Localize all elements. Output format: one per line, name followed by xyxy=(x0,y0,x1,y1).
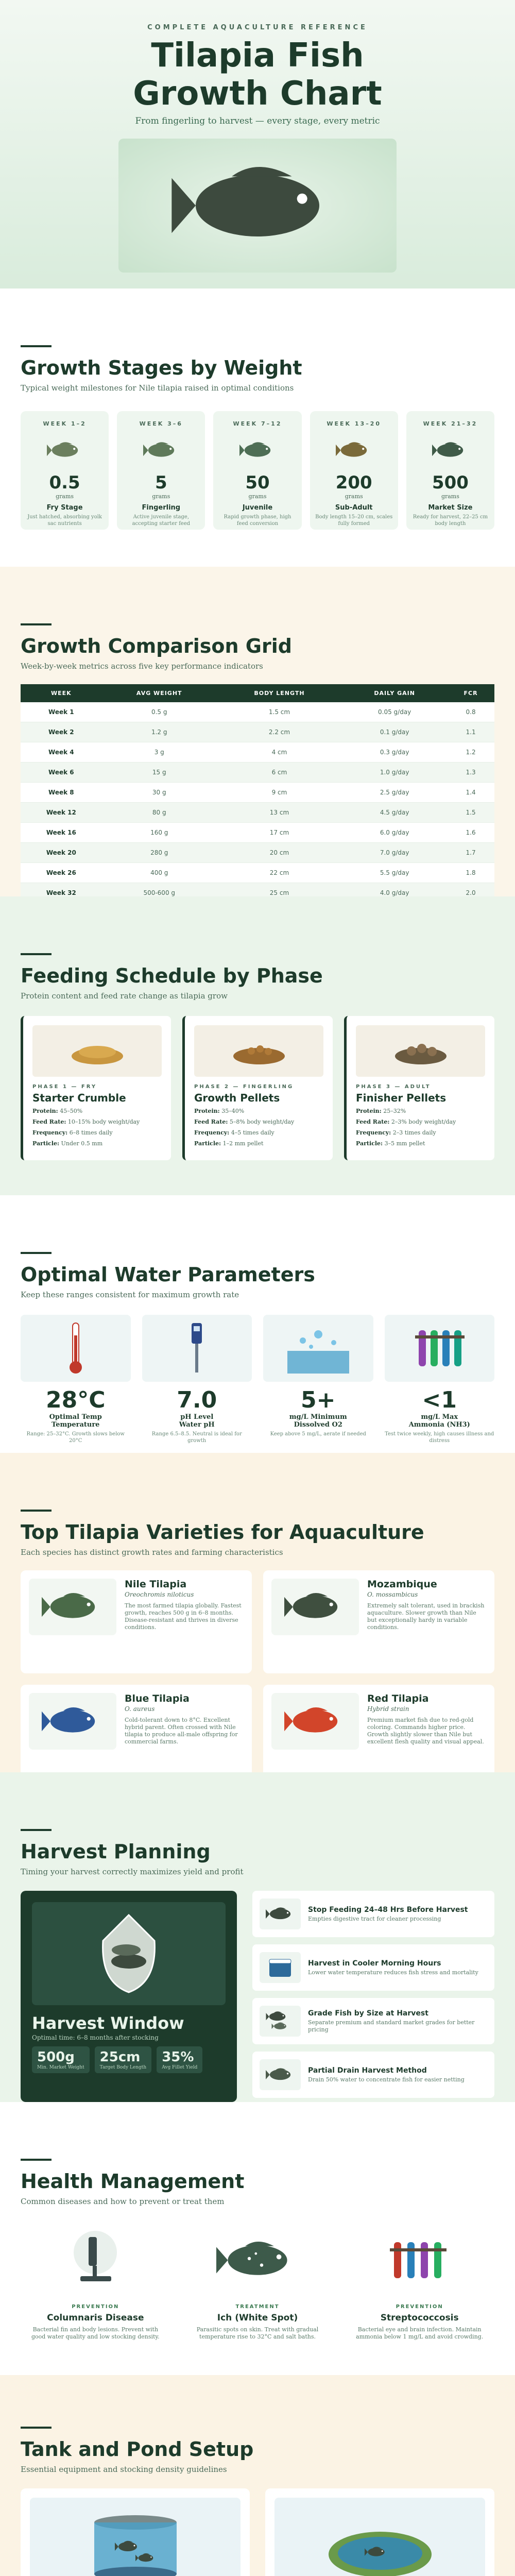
phase-frequency: Frequency: 2–3 times daily xyxy=(356,1129,436,1136)
title-line-2: Growth Chart xyxy=(133,75,382,113)
cell: 20 cm xyxy=(217,843,342,863)
water-param-card xyxy=(385,1315,495,1444)
param-label: pH Level xyxy=(180,1413,214,1421)
cell: 1.4 xyxy=(447,783,494,803)
stage-unit: grams xyxy=(152,493,170,500)
param-note: Range: 25–32°C. Growth slows below 20°C xyxy=(26,1431,125,1444)
param-note: Keep above 5 mg/L, aerate if needed xyxy=(270,1431,366,1437)
cell: 160 g xyxy=(102,823,217,843)
stage-value: 50 xyxy=(245,472,270,493)
table-header-row xyxy=(21,684,494,702)
cell: 1.0 g/day xyxy=(342,762,447,783)
variety-card xyxy=(21,1570,252,1673)
section-subtitle: Protein content and feed rate change as tilapia grow xyxy=(21,991,228,1001)
variety-name: Blue Tilapia xyxy=(125,1693,190,1704)
test-tubes-icon xyxy=(385,1315,495,1382)
cell: 0.05 g/day xyxy=(342,702,447,722)
varieties-section xyxy=(0,1453,515,1772)
table-row xyxy=(21,742,494,762)
test-tube-rack-icon xyxy=(345,2222,494,2299)
hero-eyebrow: COMPLETE AQUACULTURE REFERENCE xyxy=(147,24,368,31)
page-title xyxy=(0,37,515,113)
fingerling-fish-icon xyxy=(122,432,200,468)
stage-desc: Body length 15–20 cm, scales fully formed xyxy=(315,514,393,527)
section-divider xyxy=(21,2427,52,2429)
param-value: 28°C xyxy=(45,1387,106,1413)
section-subtitle: Timing your harvest correctly maximizes yield and profit xyxy=(21,1867,244,1876)
variety-desc: Cold-tolerant down to 8°C. Excellent hybrid parent. Often crossed with Nile tilapia to produce all-male offspring for commercial farms. xyxy=(125,1717,238,1745)
harvest-section xyxy=(0,1772,515,2102)
stage-desc: Rapid growth phase, high feed conversion xyxy=(224,514,291,527)
param-label: mg/L Minimum xyxy=(289,1413,347,1421)
param-value: <1 xyxy=(422,1387,457,1413)
phase-name: Starter Crumble xyxy=(32,1092,126,1104)
cell: 80 g xyxy=(102,803,217,823)
stage-weeks: WEEK 7–12 xyxy=(233,420,282,427)
sub-adult-fish-icon xyxy=(315,432,393,468)
stage-weeks: WEEK 1–2 xyxy=(43,420,87,427)
section-title: Harvest Planning xyxy=(21,1840,211,1863)
phase-rate: Feed Rate: 5–8% body weight/day xyxy=(194,1118,295,1125)
harvest-tip xyxy=(252,1998,494,2044)
stage-weeks: WEEK 21–32 xyxy=(423,420,478,427)
stage-weeks: WEEK 13–20 xyxy=(327,420,382,427)
culture-card xyxy=(265,2488,494,2576)
culture-list xyxy=(21,2488,494,2576)
section-subtitle: Essential equipment and stocking density guidelines xyxy=(21,2465,227,2474)
phase-label: PHASE 2 — FINGERLING xyxy=(194,1084,294,1090)
cell: 400 g xyxy=(102,863,217,883)
cell: 6.0 g/day xyxy=(342,823,447,843)
stage-unit: grams xyxy=(56,493,74,500)
cell: Week 32 xyxy=(21,883,102,897)
stage-card xyxy=(21,411,109,530)
red-tilapia-icon xyxy=(271,1693,359,1750)
disease-desc: Parasitic spots on skin. Treat with gradual temperature rise to 32°C and salt baths. xyxy=(196,2326,319,2340)
cell: 1.2 xyxy=(447,742,494,762)
harvest-tips xyxy=(252,1891,494,2102)
fish-tank-icon xyxy=(30,2498,241,2576)
cell: 0.5 g xyxy=(102,702,217,722)
section-divider xyxy=(21,953,52,955)
tank-pond-section xyxy=(0,2375,515,2576)
cell: 7.0 g/day xyxy=(342,843,447,863)
phase-name: Growth Pellets xyxy=(194,1092,280,1104)
harvest-stat: 35% Avg Fillet Yield xyxy=(157,2046,202,2073)
hero-subtitle: From fingerling to harvest — every stage, every metric xyxy=(135,116,380,126)
market-fish-icon xyxy=(411,432,489,468)
title-line-1: Tilapia Fish xyxy=(151,37,364,75)
section-subtitle: Week-by-week metrics across five key performance indicators xyxy=(21,662,263,671)
cell: 0.1 g/day xyxy=(342,722,447,742)
cell: 1.2 g xyxy=(102,722,217,742)
section-title: Growth Comparison Grid xyxy=(21,635,292,657)
cell: 22 cm xyxy=(217,863,342,883)
cell: 500-600 g xyxy=(102,883,217,897)
harvest-content xyxy=(21,1891,494,2102)
variety-name: Red Tilapia xyxy=(367,1693,429,1704)
hero-fish-image xyxy=(118,139,397,273)
cell: Week 26 xyxy=(21,863,102,883)
stage-card xyxy=(213,411,301,530)
disease-badge: PREVENTION xyxy=(396,2304,443,2310)
harvest-tip xyxy=(252,1944,494,1991)
stage-card xyxy=(406,411,494,530)
section-title: Optimal Water Parameters xyxy=(21,1263,315,1286)
ph-meter-icon xyxy=(142,1315,252,1382)
section-subtitle: Each species has distinct growth rates and farming characteristics xyxy=(21,1548,283,1557)
disease-name: Ich (White Spot) xyxy=(217,2313,298,2323)
section-divider xyxy=(21,345,52,347)
cell: Week 2 xyxy=(21,722,102,742)
variety-desc: The most farmed tilapia globally. Fastest growth, reaches 500 g in 6–8 months. Disease-resistant and thrives in diverse conditions. xyxy=(125,1602,242,1631)
cell: 1.6 xyxy=(447,823,494,843)
harvest-stats xyxy=(32,2046,226,2073)
tip-desc: Drain 50% water to concentrate fish for easier netting xyxy=(308,2076,465,2083)
feed-phase-card xyxy=(21,1016,171,1160)
table-row xyxy=(21,783,494,803)
phase-protein: Protein: 25–32% xyxy=(356,1108,406,1114)
cell: 2.5 g/day xyxy=(342,783,447,803)
cell: 280 g xyxy=(102,843,217,863)
section-subtitle: Keep these ranges consistent for maximum growth rate xyxy=(21,1290,239,1299)
mozambique-tilapia-icon xyxy=(271,1579,359,1635)
section-subtitle: Typical weight milestones for Nile tilapia raised in optimal conditions xyxy=(21,383,294,393)
param-value: 5+ xyxy=(301,1387,336,1413)
variety-list xyxy=(21,1570,494,1772)
section-divider xyxy=(21,1510,52,1512)
cooler-icon xyxy=(260,1952,301,1983)
tip-title: Grade Fish by Size at Harvest xyxy=(308,2009,428,2018)
variety-name: Nile Tilapia xyxy=(125,1579,187,1590)
stage-weeks: WEEK 3–6 xyxy=(139,420,183,427)
stage-unit: grams xyxy=(248,493,267,500)
col-week: WEEK xyxy=(21,684,102,702)
param-sublabel: Ammonia (NH3) xyxy=(408,1421,470,1429)
cell: 2.0 xyxy=(447,883,494,897)
stage-desc: Just hatched, absorbing yolk sac nutrients xyxy=(27,514,102,527)
water-parameters-section xyxy=(0,1195,515,1453)
param-sublabel: Dissolved O2 xyxy=(294,1421,342,1429)
variety-card xyxy=(21,1685,252,1772)
disease-card xyxy=(345,2222,494,2341)
feed-phase-list xyxy=(21,1016,494,1160)
variety-scientific-name: Hybrid strain xyxy=(367,1705,409,1713)
disease-card xyxy=(21,2222,170,2341)
feeding-section xyxy=(0,896,515,1195)
section-title: Feeding Schedule by Phase xyxy=(21,964,323,987)
cell: Week 4 xyxy=(21,742,102,762)
tip-desc: Empties digestive tract for cleaner processing xyxy=(308,1915,441,1922)
variety-desc: Premium market fish due to red-gold coloring. Commands higher price. Growth slightly slower than Nile but excellent flesh quality and visual appeal. xyxy=(367,1717,484,1745)
param-sublabel: Temperature xyxy=(52,1421,100,1429)
param-sublabel: Water pH xyxy=(179,1421,215,1429)
cell: 1.7 xyxy=(447,843,494,863)
table-row xyxy=(21,702,494,722)
variety-scientific-name: Oreochromis niloticus xyxy=(125,1591,194,1598)
table-row xyxy=(21,722,494,742)
water-param-card xyxy=(21,1315,131,1444)
spotted-fish-icon xyxy=(183,2222,333,2299)
col-length: BODY LENGTH xyxy=(217,684,342,702)
variety-desc: Extremely salt tolerant, used in brackish aquaculture. Slower growth than Nile but exceptionally hardy in variable conditions. xyxy=(367,1602,485,1631)
culture-card xyxy=(21,2488,250,2576)
param-note: Range 6.5–8.5. Neutral is ideal for growth xyxy=(151,1431,242,1444)
tip-desc: Lower water temperature reduces fish stress and mortality xyxy=(308,1969,478,1976)
thermometer-icon xyxy=(21,1315,131,1382)
growth-stages-section xyxy=(0,289,515,567)
cell: 25 cm xyxy=(217,883,342,897)
section-subtitle: Common diseases and how to prevent or treat them xyxy=(21,2197,225,2206)
stage-value: 5 xyxy=(154,472,167,493)
phase-particle: Particle: Under 0.5 mm xyxy=(32,1140,103,1147)
growth-table xyxy=(21,684,494,896)
phase-label: PHASE 1 — FRY xyxy=(32,1084,97,1090)
stage-desc: Ready for harvest, 22–25 cm body length xyxy=(413,514,488,527)
cell: Week 12 xyxy=(21,803,102,823)
phase-particle: Particle: 1–2 mm pellet xyxy=(194,1140,264,1147)
blue-tilapia-icon xyxy=(29,1693,116,1750)
cell: 30 g xyxy=(102,783,217,803)
disease-desc: Bacterial fin and body lesions. Prevent with good water quality and low stocking density. xyxy=(31,2326,160,2340)
stage-value: 0.5 xyxy=(49,472,80,493)
variety-card xyxy=(263,1570,494,1673)
stage-name: Fry Stage xyxy=(46,504,83,512)
variety-card xyxy=(263,1685,494,1772)
tip-title: Partial Drain Harvest Method xyxy=(308,2066,427,2075)
phase-frequency: Frequency: 6–8 times daily xyxy=(32,1129,113,1136)
disease-badge: TREATMENT xyxy=(235,2304,280,2310)
harvest-tip xyxy=(252,1891,494,1937)
stage-card xyxy=(310,411,398,530)
stage-value: 500 xyxy=(432,472,469,493)
stage-name: Fingerling xyxy=(142,504,181,512)
fry-fish-icon xyxy=(26,432,104,468)
growth-grid-section xyxy=(0,567,515,896)
cell: 4.5 g/day xyxy=(342,803,447,823)
hero-section xyxy=(0,0,515,289)
disease-badge: PREVENTION xyxy=(72,2304,119,2310)
harvest-window-subtitle: Optimal time: 6–8 months after stocking xyxy=(32,2034,159,2041)
oxygen-bubbles-icon xyxy=(263,1315,373,1382)
nile-tilapia-icon xyxy=(29,1579,116,1635)
cell: 4 cm xyxy=(217,742,342,762)
stage-name: Market Size xyxy=(428,504,473,512)
fishing-net-icon xyxy=(32,1902,226,2005)
tip-title: Harvest in Cooler Morning Hours xyxy=(308,1959,441,1968)
disease-list xyxy=(21,2222,494,2341)
cell: 0.3 g/day xyxy=(342,742,447,762)
tip-desc: Separate premium and standard market grades for better pricing xyxy=(308,2019,475,2033)
crumble-feed-icon xyxy=(32,1025,162,1077)
stage-card xyxy=(117,411,205,530)
water-param-card xyxy=(142,1315,252,1444)
cell: 13 cm xyxy=(217,803,342,823)
fish-icon xyxy=(260,1899,301,1929)
graded-fish-icon xyxy=(260,2006,301,2037)
health-section xyxy=(0,2102,515,2375)
table-row xyxy=(21,883,494,897)
cell: Week 20 xyxy=(21,843,102,863)
phase-rate: Feed Rate: 10–15% body weight/day xyxy=(32,1118,140,1125)
phase-label: PHASE 3 — ADULT xyxy=(356,1084,431,1090)
variety-name: Mozambique xyxy=(367,1579,437,1590)
col-fcr: FCR xyxy=(447,684,494,702)
param-label: mg/L Max xyxy=(421,1413,458,1421)
water-param-list xyxy=(21,1315,494,1444)
cell: Week 1 xyxy=(21,702,102,722)
section-title: Health Management xyxy=(21,2170,245,2193)
juvenile-fish-icon xyxy=(218,432,296,468)
section-divider xyxy=(21,1829,52,1831)
earthen-pond-icon xyxy=(274,2498,485,2576)
param-label: Optimal Temp xyxy=(49,1413,102,1421)
phase-protein: Protein: 45–50% xyxy=(32,1108,83,1114)
cell: 15 g xyxy=(102,762,217,783)
disease-name: Streptococcosis xyxy=(380,2313,459,2323)
section-title: Growth Stages by Weight xyxy=(21,357,302,379)
variety-scientific-name: O. mossambicus xyxy=(367,1591,418,1598)
table-row xyxy=(21,843,494,863)
section-divider xyxy=(21,623,52,625)
stage-unit: grams xyxy=(441,493,459,500)
harvest-window-card xyxy=(21,1891,237,2102)
table-row xyxy=(21,823,494,843)
stage-name: Juvenile xyxy=(242,504,273,512)
cell: 0.8 xyxy=(447,702,494,722)
cell: 2.2 cm xyxy=(217,722,342,742)
drain-fish-icon xyxy=(260,2059,301,2090)
section-divider xyxy=(21,1252,52,1254)
phase-frequency: Frequency: 4–5 times daily xyxy=(194,1129,274,1136)
cell: 3 g xyxy=(102,742,217,762)
harvest-stat: 500g Min. Market Weight xyxy=(32,2046,90,2073)
cell: 1.5 xyxy=(447,803,494,823)
disease-desc: Bacterial eye and brain infection. Maintain ammonia below 1 mg/L and avoid crowding. xyxy=(356,2326,484,2340)
stage-unit: grams xyxy=(345,493,363,500)
phase-rate: Feed Rate: 2–3% body weight/day xyxy=(356,1118,456,1125)
cell: 4.0 g/day xyxy=(342,883,447,897)
stage-value: 200 xyxy=(335,472,372,493)
section-title: Tank and Pond Setup xyxy=(21,2438,254,2461)
cell: Week 16 xyxy=(21,823,102,843)
finisher-feed-icon xyxy=(356,1025,485,1077)
cell: 5.5 g/day xyxy=(342,863,447,883)
col-weight: AVG WEIGHT xyxy=(102,684,217,702)
col-gain: DAILY GAIN xyxy=(342,684,447,702)
harvest-window-title: Harvest Window xyxy=(32,2013,184,2033)
stage-desc: Active juvenile stage, accepting starter feed xyxy=(132,514,191,527)
disease-name: Columnaris Disease xyxy=(47,2313,144,2323)
disease-card xyxy=(183,2222,333,2341)
cell: 17 cm xyxy=(217,823,342,843)
cell: 1.1 xyxy=(447,722,494,742)
pellet-feed-icon xyxy=(194,1025,323,1077)
phase-protein: Protein: 35–40% xyxy=(194,1108,245,1114)
cell: 6 cm xyxy=(217,762,342,783)
feed-phase-card xyxy=(344,1016,494,1160)
cell: 9 cm xyxy=(217,783,342,803)
cell: 1.5 cm xyxy=(217,702,342,722)
section-title: Top Tilapia Varieties for Aquaculture xyxy=(21,1521,424,1544)
param-value: 7.0 xyxy=(177,1387,217,1413)
cell: 1.3 xyxy=(447,762,494,783)
param-note: Test twice weekly, high causes illness and distress xyxy=(385,1431,494,1444)
table-row xyxy=(21,863,494,883)
section-divider xyxy=(21,2159,52,2161)
harvest-tip xyxy=(252,2052,494,2098)
cell: Week 6 xyxy=(21,762,102,783)
microscope-icon xyxy=(21,2222,170,2299)
water-param-card xyxy=(263,1315,373,1444)
cell: 1.8 xyxy=(447,863,494,883)
cell: Week 8 xyxy=(21,783,102,803)
phase-name: Finisher Pellets xyxy=(356,1092,447,1104)
table-row xyxy=(21,762,494,783)
feed-phase-card xyxy=(182,1016,333,1160)
variety-scientific-name: O. aureus xyxy=(125,1705,155,1713)
stage-name: Sub-Adult xyxy=(335,504,373,512)
harvest-stat: 25cm Target Body Length xyxy=(95,2046,152,2073)
phase-particle: Particle: 3–5 mm pellet xyxy=(356,1140,425,1147)
stage-list xyxy=(21,411,494,530)
tilapia-icon xyxy=(170,154,345,257)
tip-title: Stop Feeding 24–48 Hrs Before Harvest xyxy=(308,1905,468,1914)
table-row xyxy=(21,803,494,823)
